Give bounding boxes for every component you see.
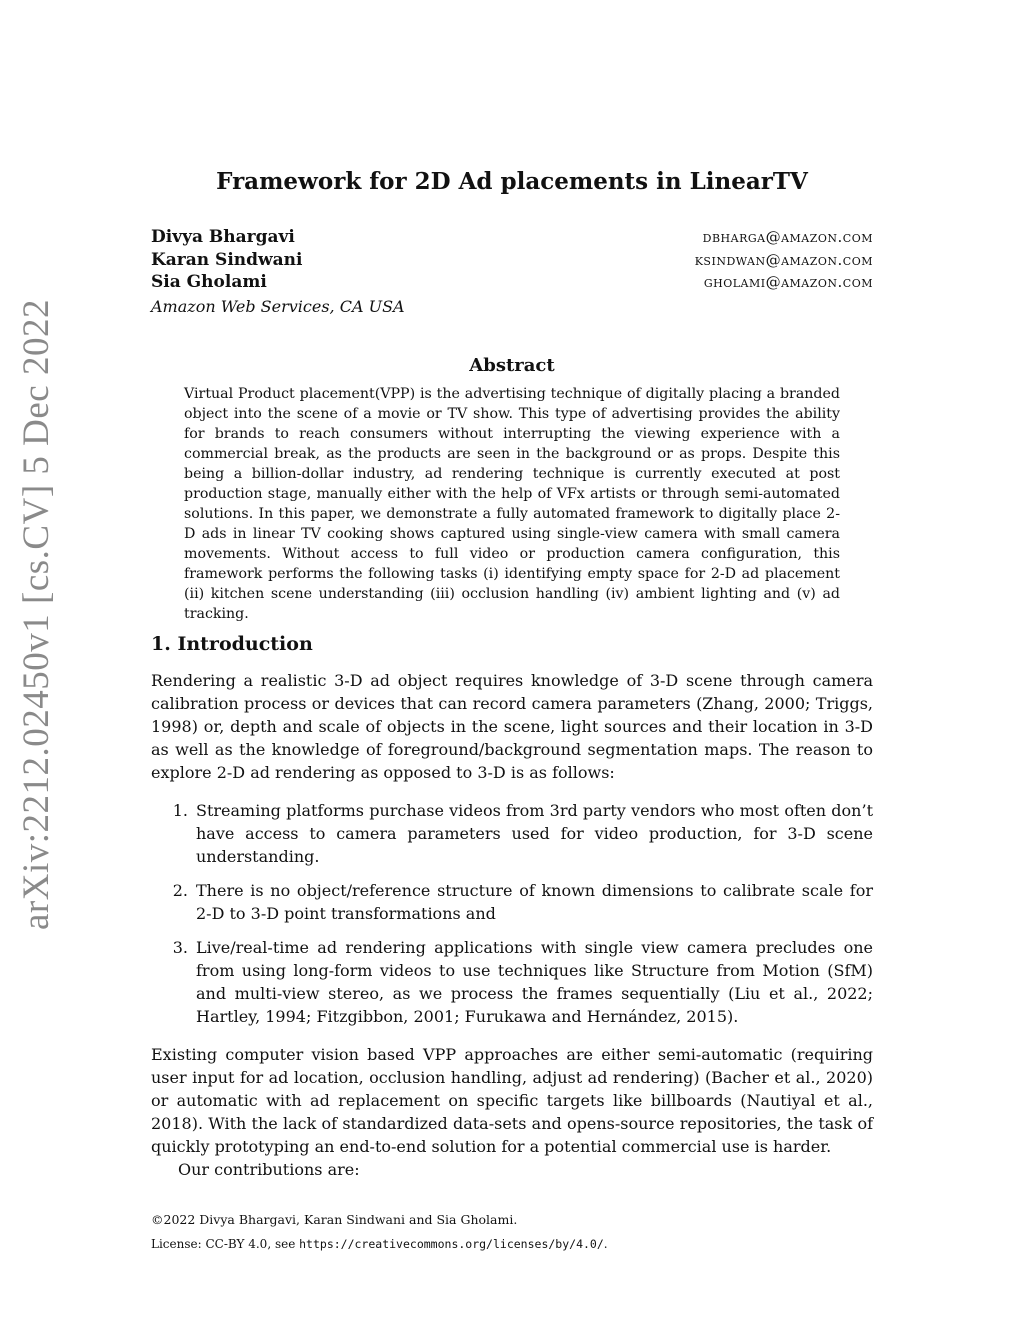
list-item <box>151 936 873 1028</box>
copyright-notice: ©2022 Divya Bhargavi, Karan Sindwani and Sia Gholami. <box>151 1212 518 1227</box>
list-item-text: Streaming platforms purchase videos from 3rd party vendors who most often don’t have access to camera parameters used for video production, for 3-D scene understanding. <box>196 801 873 866</box>
author-block <box>151 227 873 316</box>
author-row <box>151 272 873 295</box>
list-item-number: 1. <box>172 801 188 820</box>
license-suffix: . <box>603 1237 608 1251</box>
license-notice <box>151 1237 608 1251</box>
author-email: gholami@amazon.com <box>703 273 873 291</box>
author-name: Karan Sindwani <box>151 249 303 270</box>
reasons-list <box>151 799 873 1039</box>
abstract-text: Virtual Product placement(VPP) is the advertising technique of digitally placing a branded object into the scene of a movie or TV show. This type of advertising provides the ability for brands to reach consumers without interrupting the viewing experience with a commercial break, as the products are seen in the background or as props. Despite this being a billion-dollar industry, ad rendering technique is currently executed at post production stage, manually either with the help of VFx artists or through semi-automated solutions. In this paper, we demonstrate a fully automated framework to digitally place 2-D ads in linear TV cooking shows captured using single-view camera with small camera movements. Without access to full video or production camera configuration, this framework performs the following tasks (i) identifying empty space for 2-D ad placement (ii) kitchen scene understanding (iii) occlusion handling (iv) ambient lighting and (v) ad tracking. <box>184 386 840 622</box>
author-name: Divya Bhargavi <box>151 227 295 247</box>
license-prefix: License: CC-BY 4.0, see <box>151 1237 300 1251</box>
section-heading-introduction: 1. Introduction <box>151 633 313 655</box>
list-item-text: Live/real-time ad rendering applications with single view camera precludes one from using long-form videos to use techniques like Structure from Motion (SfM) and multi-view stereo, as we process the frames sequentially (Liu et al., 2022; Hartley, 1994; Fitzgibbon, 2001; Furukawa and Hernández, 2015). <box>196 938 873 1026</box>
intro-paragraph: Existing computer vision based VPP approaches are either semi-automatic (requiring user input for ad location, occlusion handling, adjust ad rendering) (Bacher et al., 2020) or automatic with ad replacement on specific targets like billboards (Nautiyal et al., 2018). With the lack of standardized data-sets and opens-source repositories, the task of quickly prototyping an end-to-end solution for a potential commercial use is harder. <box>151 1045 873 1156</box>
author-email: dbharga@amazon.com <box>702 228 873 246</box>
license-link[interactable]: https://creativecommons.org/licenses/by/4.0/ <box>299 1237 604 1251</box>
author-affiliation: Amazon Web Services, CA USA <box>151 296 405 316</box>
arxiv-identifier: arXiv:2212.02450v1 [cs.CV] 5 Dec 2022 <box>16 299 57 930</box>
list-item-number: 3. <box>172 938 188 957</box>
abstract-heading: Abstract <box>469 355 555 376</box>
author-email: ksindwan@amazon.com <box>694 250 873 269</box>
list-item-number: 2. <box>172 881 188 900</box>
author-row <box>151 227 873 250</box>
list-item <box>151 799 873 868</box>
paper-title: Framework for 2D Ad placements in LinearTV <box>216 168 808 195</box>
author-name: Sia Gholami <box>151 272 267 292</box>
author-row <box>151 250 873 273</box>
list-item-text: There is no object/reference structure of known dimensions to calibrate scale for 2-D to 3-D point transformations and <box>196 881 873 923</box>
intro-paragraph: Our contributions are: <box>178 1160 360 1179</box>
list-item <box>151 879 873 925</box>
intro-paragraph: Rendering a realistic 3-D ad object requires knowledge of 3-D scene through camera calibration process or devices that can record camera parameters (Zhang, 2000; Triggs, 1998) or, depth and scale of objects in the scene, light sources and their location in 3-D as well as the knowledge of foreground/background segmentation maps. The reason to explore 2-D ad rendering as opposed to 3-D is as follows: <box>151 671 873 782</box>
